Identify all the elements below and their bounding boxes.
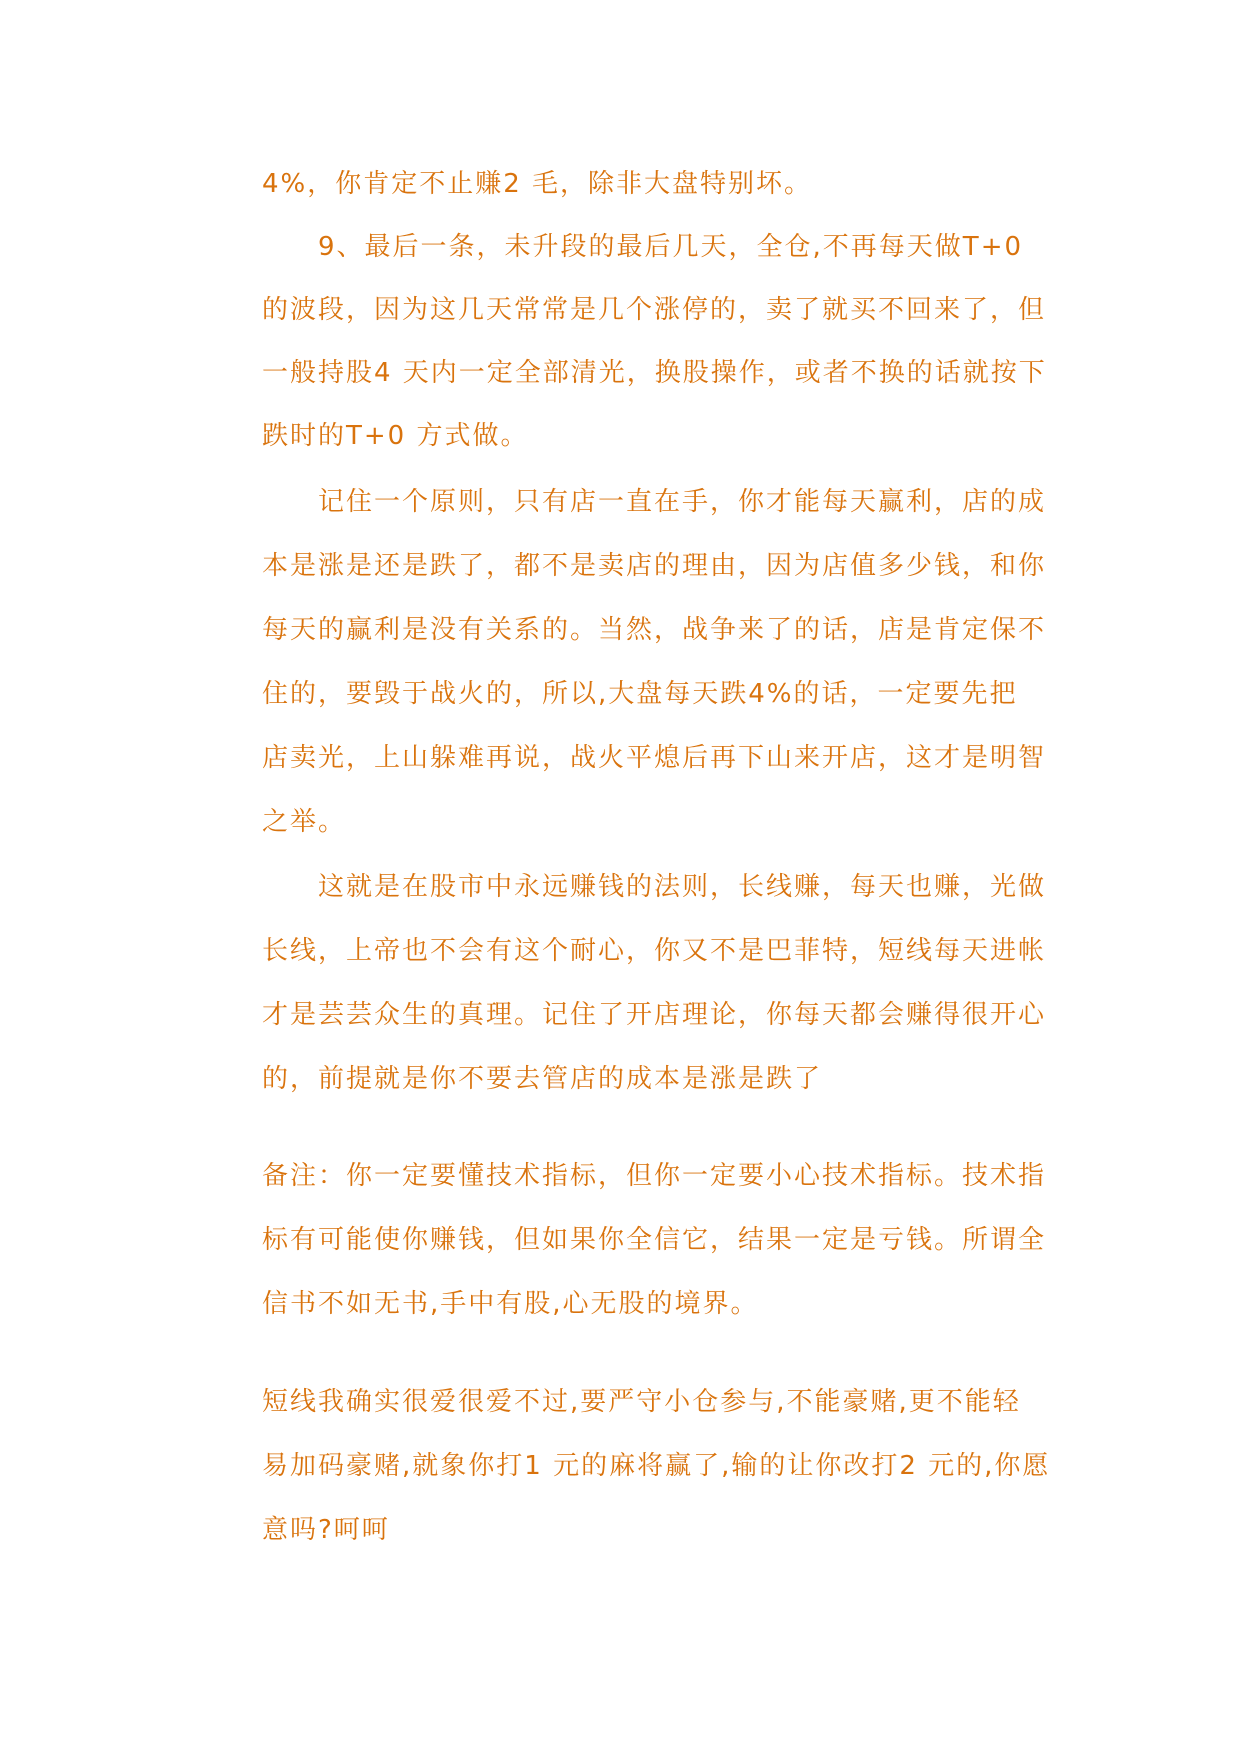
text-line-2: 9、最后一条，未升段的最后几天，全仓,不再每天做T+0 bbox=[318, 232, 1024, 262]
text-line-15: 的，前提就是你不要去管店的成本是涨是跌了 bbox=[262, 1064, 823, 1094]
text-line-20: 易加码豪赌,就象你打1 元的麻将赢了,输的让你改打2 元的,你愿 bbox=[262, 1451, 1051, 1481]
text-line-13: 长线，上帝也不会有这个耐心，你又不是巴菲特，短线每天进帐 bbox=[262, 936, 1047, 966]
text-line-21: 意吗?呵呵 bbox=[262, 1515, 390, 1545]
text-line-8: 每天的赢利是没有关系的。当然，战争来了的话，店是肯定保不 bbox=[262, 615, 1047, 645]
text-line-6: 记住一个原则，只有店一直在手，你才能每天赢利，店的成 bbox=[318, 487, 1047, 517]
text-line-14: 才是芸芸众生的真理。记住了开店理论，你每天都会赚得很开心 bbox=[262, 1000, 1047, 1030]
text-line-18: 信书不如无书,手中有股,心无股的境界。 bbox=[262, 1289, 759, 1319]
text-line-5: 跌时的T+0 方式做。 bbox=[262, 421, 529, 451]
text-line-16: 备注：你一定要懂技术指标，但你一定要小心技术指标。技术指 bbox=[262, 1161, 1047, 1191]
text-line-9: 住的，要毁于战火的，所以,大盘每天跌4%的话，一定要先把 bbox=[262, 679, 1018, 709]
text-line-4: 一般持股4 天内一定全部清光，换股操作，或者不换的话就按下 bbox=[262, 358, 1047, 388]
text-line-17: 标有可能使你赚钱，但如果你全信它，结果一定是亏钱。所谓全 bbox=[262, 1225, 1047, 1255]
text-line-7: 本是涨是还是跌了，都不是卖店的理由，因为店值多少钱，和你 bbox=[262, 551, 1047, 581]
text-line-12: 这就是在股市中永远赚钱的法则，长线赚，每天也赚，光做 bbox=[318, 872, 1047, 902]
text-line-11: 之举。 bbox=[262, 807, 347, 837]
text-line-10: 店卖光，上山躲难再说，战火平熄后再下山来开店，这才是明智 bbox=[262, 743, 1047, 773]
text-line-3: 的波段，因为这几天常常是几个涨停的，卖了就买不回来了，但 bbox=[262, 295, 1047, 325]
text-line-1: 4%，你肯定不止赚2 毛，除非大盘特别坏。 bbox=[262, 169, 813, 199]
text-line-19: 短线我确实很爱很爱不过,要严守小仓参与,不能豪赌,更不能轻 bbox=[262, 1387, 1021, 1417]
